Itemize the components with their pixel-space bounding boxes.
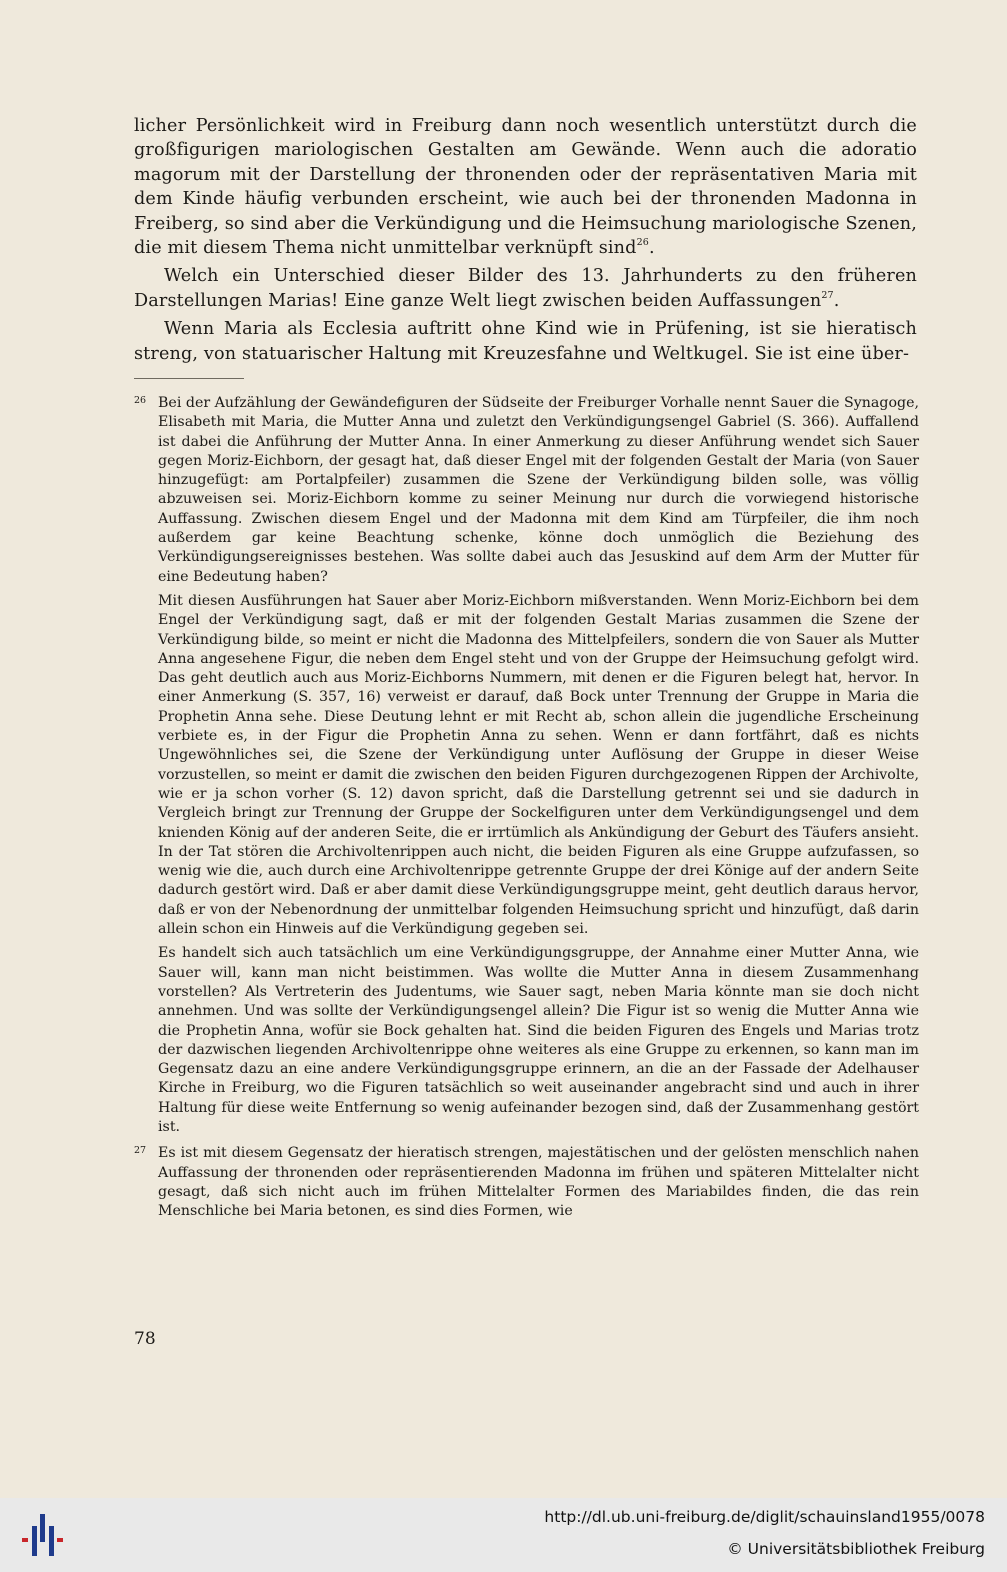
footnote-paragraph: Bei der Aufzählung der Gewändefiguren der Südseite der Freiburger Vorhalle nennt Sauer die Synagoge, Elisabeth mit Maria, die Mutter Anna und zuletzt den Verkündigungsengel Gabriel (S. 366). Auffallend ist dabei die Anführung der Mutter Anna. In einer Anmerkung zu dieser Anführung wendet sich Sauer gegen Moriz-Eichborn, der gesagt hat, daß dieser Engel mit der folgenden Gestalt der Maria (von Sauer hinzugefügt: am Portalpfeiler) zusammen die Szene der Verkündigung bilden solle, was völlig abzuweisen sei. Moriz-Eichborn komme zu seiner Meinung nur durch die vorwiegend historische Auffassung. Zwischen diesem Engel und der Madonna mit dem Kind am Türpfeiler, die ihm noch außerdem gar keine Beachtung schenke, könne doch unmöglich die Beziehung des Verkündigungsereignisses bestehen. Was sollte dabei auch das Jesuskind auf dem Arm der Mutter für eine Bedeutung haben?	[158, 395, 919, 585]
ub-freiburg-logo-icon	[20, 1510, 64, 1560]
footnote-paragraph: Mit diesen Ausführungen hat Sauer aber Moriz-Eichborn mißverstanden. Wenn Moriz-Eichborn bei dem Engel der Verkündigung sagt, daß er mit der folgenden Gestalt Marias zusammen die Szene der Verkündigung bilde, so meint er nicht die Madonna des Mittelpfeilers, sondern die von Sauer als Mutter Anna angesehene Figur, die neben dem Engel steht und von der Gruppe der Heimsuchung gefolgt wird. Das geht deutlich auch aus Moriz-Eichborns Nummern, mit denen er die Figuren belegt hat, hervor. In einer Anmerkung (S. 357, 16) verweist er darauf, daß Bock unter Trennung der Gruppe in Maria die Prophetin Anna sehe. Diese Deutung lehnt er mit Recht ab, schon allein die jugendliche Erscheinung verbiete es, in der Figur die Prophetin Anna zu sehen. Wenn er dann fortfährt, daß es nichts Ungewöhnliches sei, die Szene der Verkündigung unter Auflösung der Gruppe in dieser Weise vorzustellen, so meint er damit die zwischen den beiden Figuren durchgezogenen Rippen der Archivolte, wie er ja schon vorher (S. 12) davon spricht, daß die Darstellung getrennt sei und sie dadurch in Vergleich bringt zur Trennung der Gruppe der Sockelfiguren unter dem Verkündigungsengel und dem knienden König auf der anderen Seite, die er irrtümlich als Ankündigung der Geburt des Täufers ansieht. In der Tat stören die Archivoltenrippen auch nicht, die beiden Figuren als eine Gruppe aufzufassen, so wenig wie die, auch durch eine Archivoltenrippe getrennte Gruppe der drei Könige auf der andern Seite dadurch gestört wird. Daß er aber damit diese Verkündigungsgruppe meint, geht deutlich daraus hervor, daß er von der Nebenordnung der unmittelbar folgenden Heimsuchung spricht und hinzufügt, daß darin allein schon ein Hinweis auf die Verkündigung gegeben sei.	[158, 592, 919, 938]
footnote-divider	[134, 378, 244, 379]
footnote-27	[134, 1144, 919, 1221]
paragraph-text: Welch ein Unterschied dieser Bilder des 13. Jahrhunderts zu den früheren Darstellungen Marias! Eine ganze Welt liegt zwischen beiden Auffassungen	[134, 266, 917, 311]
footnote-number: 26	[134, 395, 147, 406]
footnote-ref-27[interactable]: 27	[821, 289, 834, 301]
copyright-notice: © Universitätsbibliothek Freiburg	[727, 1540, 985, 1558]
paragraph-text: licher Persönlichkeit wird in Freiburg dann noch wesentlich unterstützt durch die großfigurigen mariologischen Gestalten am Gewände. Wenn auch die adoratio magorum mit der Darstellung der thronenden oder der repräsentativen Maria mit dem Kinde häufig verbunden erscheint, wie auch bei der thronenden Madonna in Freiberg, so sind aber die Verkündigung und die Heimsuchung mariologische Szenen, die mit diesem Thema nicht unmittelbar verknüpft sind	[134, 116, 917, 259]
footnote-26	[134, 394, 919, 1137]
body-paragraph: licher Persönlichkeit wird in Freiburg dann noch wesentlich unterstützt durch die großfigurigen mariologischen Gestalten am Gewände. Wenn auch die adoratio magorum mit der Darstellung der thronenden oder der repräsentativen Maria mit dem Kinde häufig verbunden erscheint, wie auch bei der thronenden Madonna in Freiberg, so sind aber die Verkündigung und die Heimsuchung mariologische Szenen, die mit diesem Thema nicht unmittelbar verknüpft sind$^{26}$.	[134, 116, 917, 259]
footnote-paragraph: Es ist mit diesem Gegensatz der hieratisch strengen, majestätischen und der gelösten menschlich nahen Auffassung der thronenden oder repräsentierenden Madonna im frühen und späteren Mittelalter nicht gesagt, daß sich nicht auch im frühen Mittelalter Formen des Mariabildes finden, die das rein Menschliche bei Maria betonen, es sind dies Formen, wie	[158, 1145, 919, 1220]
footnote-number: 27	[134, 1145, 147, 1157]
footer-bar	[0, 1498, 1007, 1572]
page-number: 78	[134, 1329, 156, 1349]
source-url-link[interactable]: http://dl.ub.uni-freiburg.de/diglit/schauinsland1955/0078	[544, 1508, 985, 1526]
main-text	[134, 114, 917, 366]
body-paragraph: Welch ein Unterschied dieser Bilder des 13. Jahrhunderts zu den früheren Darstellungen Marias! Eine ganze Welt liegt zwischen beiden Auffassungen$^{27}$.	[134, 266, 917, 311]
body-paragraph: Wenn Maria als Ecclesia auftritt ohne Kind wie in Prüfening, ist sie hieratisch streng, von statuarischer Haltung mit Kreuzesfahne und Weltkugel. Sie ist eine über-	[134, 319, 917, 364]
footnote-ref-26[interactable]: 26	[636, 237, 649, 249]
footnote-paragraph: Es handelt sich auch tatsächlich um eine Verkündigungsgruppe, der Annahme einer Mutter Anna, wie Sauer will, kann man nicht beistimmen. Was wollte die Mutter Anna in diesem Zusammenhang vorstellen? Als Vertreterin des Judentums, wie Sauer sagt, neben Maria könnte man sie doch nicht annehmen. Und was sollte der Verkündigungsengel allein? Die Figur ist so wenig die Mutter Anna wie die Prophetin Anna, wofür sie Bock gehalten hat. Sind die beiden Figuren des Engels und Marias trotz der dazwischen liegenden Archivoltenrippe ohne weiteres als eine Gruppe zu erkennen, so kann man im Gegensatz dazu an eine andere Verkündigungsgruppe erinnern, an die an der Fassade der Adelhauser Kirche in Freiburg, wo die Figuren tatsächlich so weit auseinander angebracht sind und auch in ihrer Haltung für diese weite Entfernung so wenig aufeinander bezogen sind, daß der Zusammenhang gestört ist.	[158, 945, 919, 1135]
footnotes	[134, 394, 919, 1228]
